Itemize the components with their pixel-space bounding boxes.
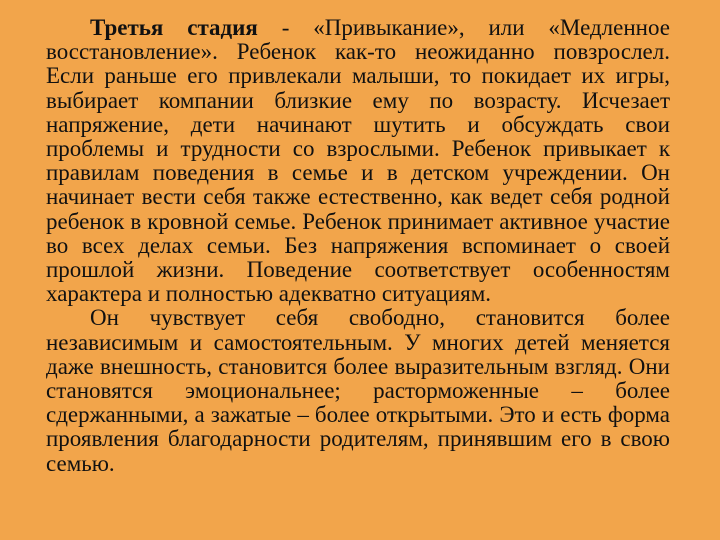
stage-description: - «Привыкание», или «Медленное восстановление». Ребенок как-то неожиданно повзрослел. Если раньше его привлекали малыши, то покидает их игры, выбирает компании близкие ему по возрасту. Исчезает напряжение, дети начинают шутить и обсуждать свои проблемы и трудности со взрослыми. Ребенок привыкает к правилам поведения в семье и в детском учреждении. Он начинает вести себя также естественно, как ведет себя родной ребенок в кровной семье. Ребенок принимает активное участие во всех делах семьи. Без напряжения вспоминает о своей прошлой жизни. Поведение соответствует особенностям характера и полностью адекватно ситуациям.: [46, 15, 670, 307]
stage-heading: Третья стадия: [90, 15, 258, 40]
paragraph-stage-three: [46, 16, 670, 306]
slide-text-body: [46, 16, 670, 476]
paragraph-child-feelings: [46, 306, 670, 475]
child-feelings-text: Он чувствует себя свободно, становится более независимым и самостоятельным. У многих детей меняется даже внешность, становится более выразительным взгляд. Они становятся эмоциональнее; расторможенные – более сдержанными, а зажатые – более открытыми. Это и есть форма проявления благодарности родителям, принявшим его в свою семью.: [46, 305, 670, 476]
